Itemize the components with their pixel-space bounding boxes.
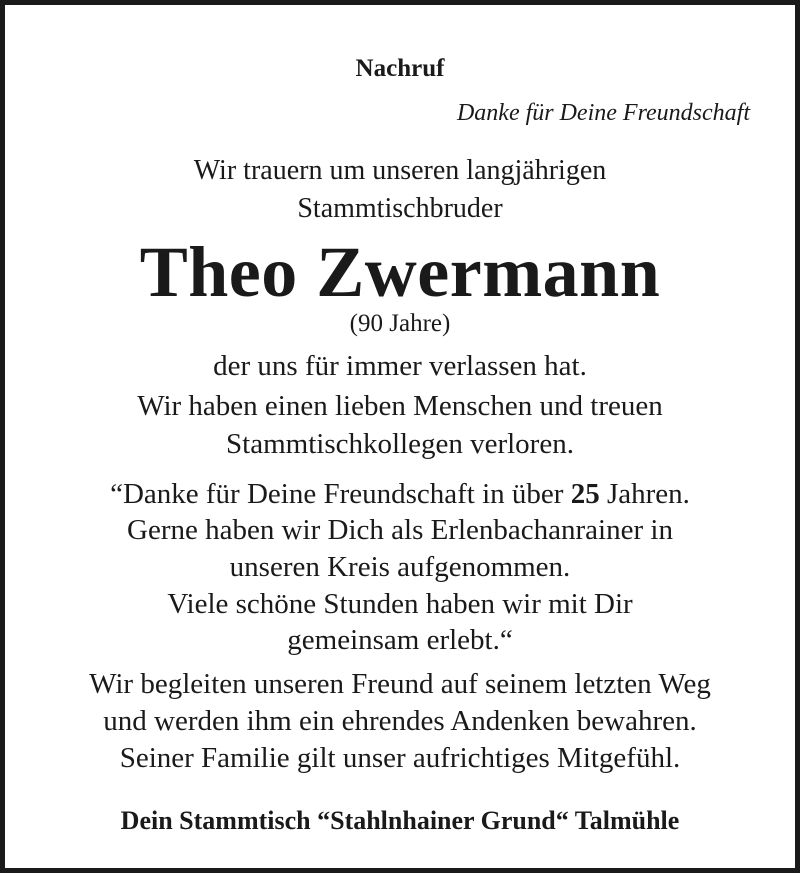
closing-line-1: Wir begleiten unseren Freund auf seinem letzten Weg [89, 668, 711, 700]
signature: Dein Stammtisch “Stahlnhainer Grund“ Talmühle [120, 806, 680, 835]
deceased-age: (90 Jahre) [349, 310, 451, 337]
body-line-2: Wir haben einen lieben Menschen und treuen [137, 390, 663, 422]
quote-line-1-end: Jahren. [599, 478, 690, 510]
obituary-subtitle: Danke für Deine Freundschaft [456, 100, 750, 126]
quote-years: 25 [570, 478, 600, 510]
quote-line-1-start: “Danke für Deine Freundschaft in über [110, 478, 571, 510]
obituary-title: Nachruf [355, 55, 445, 82]
intro-line-2: Stammtischbruder [297, 193, 503, 224]
deceased-name: Theo Zwermann [139, 232, 661, 312]
closing-line-2: und werden ihm ein ehrendes Andenken bewahren. [103, 705, 697, 737]
body-line-1: der uns für immer verlassen hat. [213, 350, 587, 382]
intro-line-1: Wir trauern um unseren langjährigen [193, 155, 607, 186]
quote-line-5: gemeinsam erlebt.“ [287, 624, 513, 656]
quote-line-1 [5, 480, 795, 509]
quote-line-2: Gerne haben wir Dich als Erlenbachanrainer in [127, 514, 673, 546]
quote-line-3: unseren Kreis aufgenommen. [229, 551, 571, 583]
body-line-3: Stammtischkollegen verloren. [226, 428, 574, 460]
quote-line-4: Viele schöne Stunden haben wir mit Dir [167, 588, 633, 620]
closing-line-3: Seiner Familie gilt unser aufrichtiges Mitgefühl. [119, 742, 681, 774]
